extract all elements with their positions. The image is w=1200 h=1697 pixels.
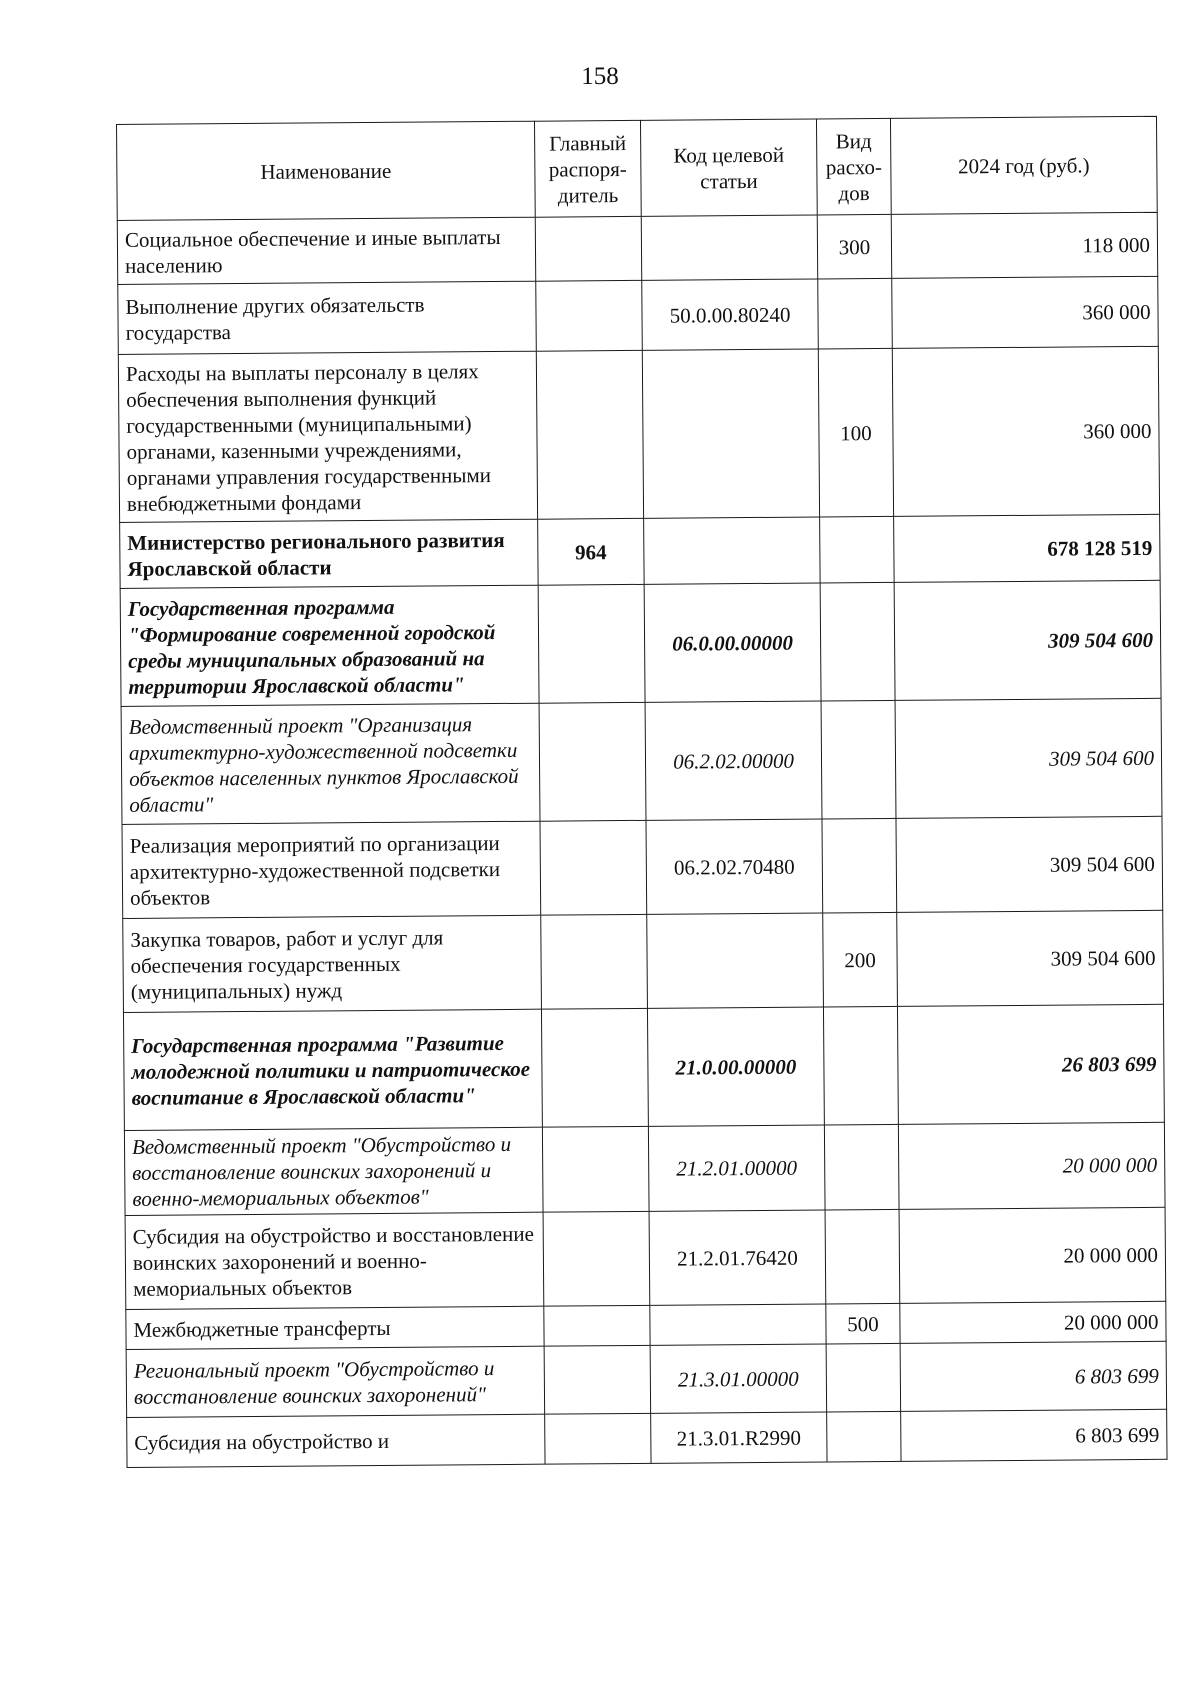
row-code-cell: [650, 1304, 826, 1345]
row-name-cell: Ведомственный проект "Обустройство и восстановление воинских захоронений и военно-мемориальных объектов": [124, 1127, 543, 1215]
row-amount-cell: 360 000: [892, 276, 1159, 348]
row-name-cell: Социальное обеспечение и иные выплаты населению: [117, 217, 535, 284]
row-administrator-cell: [544, 1345, 651, 1414]
row-name-cell: Государственная программа "Формирование современной городской среды муниципальных образований на территории Ярославской области": [120, 585, 539, 706]
row-administrator-cell: [535, 216, 641, 281]
row-administrator-cell: [545, 1413, 651, 1464]
row-administrator-cell: [536, 280, 643, 351]
row-code-cell: 06.0.00.00000: [644, 583, 821, 702]
row-code-cell: 50.0.00.80240: [642, 279, 819, 350]
row-code-cell: 21.2.01.00000: [648, 1125, 825, 1211]
row-amount-cell: 6 803 699: [900, 1341, 1167, 1411]
row-code-cell: [641, 215, 817, 280]
row-code-cell: 21.2.01.76420: [649, 1210, 826, 1305]
row-code-cell: [647, 913, 824, 1008]
row-administrator-cell: [544, 1305, 650, 1346]
row-amount-cell: 309 504 600: [895, 698, 1162, 818]
row-administrator-cell: [542, 1126, 649, 1212]
row-administrator-cell: [543, 1211, 650, 1306]
row-code-cell: 06.2.02.00000: [645, 701, 822, 820]
table-row: [118, 276, 1159, 354]
table-row: [118, 346, 1159, 522]
row-amount-cell: 20 000 000: [899, 1207, 1166, 1303]
row-administrator-cell: [541, 1008, 648, 1127]
row-amount-cell: 309 504 600: [894, 580, 1161, 700]
row-amount-cell: 6 803 699: [901, 1409, 1167, 1461]
row-amount-cell: 118 000: [891, 212, 1157, 278]
row-name-cell: Субсидия на обустройство и: [127, 1414, 545, 1467]
row-code-cell: 21.3.01.R2990: [651, 1412, 827, 1463]
row-expense-type-cell: 500: [826, 1303, 900, 1344]
header-main-administrator: Главный распоря-дитель: [534, 120, 641, 217]
table-row: [125, 1207, 1166, 1309]
row-expense-type-cell: [820, 582, 895, 701]
row-name-cell: Региональный проект "Обустройство и восстановление воинских захоронений": [126, 1346, 545, 1417]
row-amount-cell: 20 000 000: [898, 1122, 1165, 1209]
row-amount-cell: 309 504 600: [897, 910, 1164, 1006]
row-amount-cell: 26 803 699: [897, 1004, 1164, 1124]
row-name-cell: Закупка товаров, работ и услуг для обеспечения государственных (муниципальных) нужд: [123, 915, 542, 1012]
row-code-cell: 21.0.00.00000: [647, 1007, 824, 1126]
row-administrator-cell: [539, 702, 646, 821]
row-administrator-cell: [538, 584, 645, 703]
page-number: 158: [581, 63, 619, 90]
table-row: [121, 698, 1162, 824]
table-row: [122, 816, 1163, 918]
row-expense-type-cell: [821, 700, 896, 819]
row-expense-type-cell: [825, 1209, 900, 1304]
row-expense-type-cell: [823, 1006, 898, 1125]
row-name-cell: Межбюджетные трансферты: [126, 1306, 544, 1349]
row-expense-type-cell: [827, 1411, 901, 1462]
table-row: [124, 1122, 1165, 1215]
row-expense-type-cell: [820, 516, 895, 583]
row-expense-type-cell: 300: [817, 214, 892, 279]
row-name-cell: Выполнение других обязательств государства: [118, 281, 537, 354]
header-expense-type: Вид расхо-дов: [816, 118, 891, 215]
header-name: Наименование: [117, 121, 536, 220]
table-row: [123, 910, 1164, 1012]
row-name-cell: Министерство регионального развития Ярославской области: [120, 519, 539, 588]
table-row: [127, 1409, 1167, 1467]
table-row: [120, 514, 1160, 588]
row-code-cell: 21.3.01.00000: [650, 1344, 827, 1413]
row-code-cell: [642, 349, 819, 518]
row-administrator-cell: [541, 914, 648, 1009]
row-administrator-cell: 964: [538, 518, 645, 585]
table-row: [123, 1004, 1164, 1130]
row-administrator-cell: [540, 820, 647, 915]
row-code-cell: 06.2.02.70480: [646, 819, 823, 914]
table-row: [120, 580, 1161, 706]
row-expense-type-cell: 100: [818, 348, 893, 517]
row-name-cell: Реализация мероприятий по организации архитектурно-художественной подсветки объектов: [122, 821, 541, 918]
row-amount-cell: 309 504 600: [896, 816, 1163, 912]
row-expense-type-cell: [818, 278, 893, 349]
row-administrator-cell: [536, 350, 643, 519]
row-amount-cell: 20 000 000: [900, 1301, 1166, 1343]
row-expense-type-cell: [824, 1124, 899, 1210]
row-amount-cell: 360 000: [892, 346, 1159, 516]
table-row: [126, 1341, 1167, 1417]
row-name-cell: Субсидия на обустройство и восстановление воинских захоронений и военно-мемориальных объектов: [125, 1212, 544, 1309]
header-year-amount: 2024 год (руб.): [890, 116, 1157, 214]
table-header-row: [117, 116, 1158, 220]
row-amount-cell: 678 128 519: [894, 514, 1161, 582]
header-target-code: Код целевой статьи: [640, 119, 817, 216]
row-name-cell: Государственная программа "Развитие молодежной политики и патриотическое воспитание в Ярославской области": [123, 1009, 542, 1130]
budget-table: [116, 116, 1168, 1468]
table-row: [117, 212, 1157, 284]
row-name-cell: Расходы на выплаты персоналу в целях обеспечения выполнения функций государственными (муниципальными) органами, казенными учреждениями, органами управления государственными внебюджетными фондами: [118, 351, 537, 522]
row-code-cell: [644, 517, 821, 584]
row-name-cell: Ведомственный проект "Организация архитектурно-художественной подсветки объектов населенных пунктов Ярославской области": [121, 703, 540, 824]
row-expense-type-cell: 200: [823, 912, 898, 1007]
row-expense-type-cell: [826, 1343, 901, 1412]
row-expense-type-cell: [822, 818, 897, 913]
